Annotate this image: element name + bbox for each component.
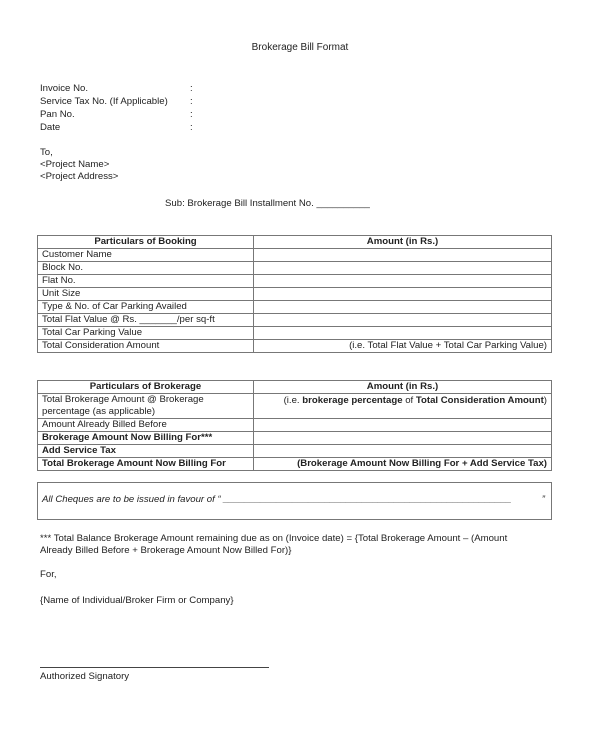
car-parking-value-label: Total Car Parking Value xyxy=(38,327,254,340)
table-row xyxy=(38,419,552,432)
booking-amount-header: Amount (in Rs.) xyxy=(254,236,552,249)
table-row xyxy=(38,249,552,262)
now-billing-value xyxy=(254,432,552,445)
table-row xyxy=(38,275,552,288)
car-parking-value-value xyxy=(254,327,552,340)
cheque-note-box xyxy=(37,482,552,520)
customer-name-value xyxy=(254,249,552,262)
total-now-billing-label: Total Brokerage Amount Now Billing For xyxy=(38,458,254,471)
brokerage-table xyxy=(37,380,552,471)
project-name: <Project Name> xyxy=(40,159,110,170)
total-brokerage-label-line2: percentage (as applicable) xyxy=(42,406,156,417)
service-tax-label: Service Tax No. (If Applicable) xyxy=(40,96,168,107)
invoice-no-row xyxy=(40,83,193,94)
service-tax-row xyxy=(40,96,193,107)
table-row xyxy=(38,394,552,419)
subject-line: Sub: Brokerage Bill Installment No. __________ xyxy=(165,198,370,209)
consideration-value: (i.e. Total Flat Value + Total Car Parking Value) xyxy=(254,340,552,353)
table-row xyxy=(38,301,552,314)
table-row xyxy=(38,288,552,301)
to-label: To, xyxy=(40,147,53,158)
signature-line xyxy=(40,667,269,668)
service-tax-sep: : xyxy=(190,96,193,107)
tb-mid: brokerage percentage xyxy=(302,395,403,406)
booking-table xyxy=(37,235,552,353)
for-label: For, xyxy=(40,569,57,580)
date-sep: : xyxy=(190,122,193,133)
table-row xyxy=(38,262,552,275)
brokerage-particulars-header: Particulars of Brokerage xyxy=(38,381,254,394)
tb-of: of xyxy=(402,395,416,406)
table-row xyxy=(38,445,552,458)
tb-bold: Total Consideration Amount xyxy=(415,395,544,406)
brokerage-amount-header: Amount (in Rs.) xyxy=(254,381,552,394)
date-row xyxy=(40,122,193,133)
car-parking-label: Type & No. of Car Parking Availed xyxy=(38,301,254,314)
flat-value-value xyxy=(254,314,552,327)
total-brokerage-label-line1: Total Brokerage Amount @ Brokerage xyxy=(42,394,204,405)
pan-no-row xyxy=(40,109,193,120)
total-brokerage-label xyxy=(38,394,254,419)
service-tax-add-value xyxy=(254,445,552,458)
table-row xyxy=(38,458,552,471)
table-header-row xyxy=(38,381,552,394)
table-row xyxy=(38,340,552,353)
booking-particulars-header: Particulars of Booking xyxy=(38,236,254,249)
page-title: Brokerage Bill Format xyxy=(251,42,349,53)
tb-pre: (i.e. xyxy=(283,395,303,406)
pan-no-sep: : xyxy=(190,109,193,120)
already-billed-label: Amount Already Billed Before xyxy=(38,419,254,432)
block-no-label: Block No. xyxy=(38,262,254,275)
invoice-no-label: Invoice No. xyxy=(40,83,88,94)
flat-no-value xyxy=(254,275,552,288)
table-row xyxy=(38,327,552,340)
date-label: Date xyxy=(40,122,61,133)
block-no-value xyxy=(254,262,552,275)
cheque-note-text: All Cheques are to be issued in favour of “ ______________________________________________________ xyxy=(42,494,512,505)
pan-no-label: Pan No. xyxy=(40,109,75,120)
footnote-line1: *** Total Balance Brokerage Amount remaining due as on (Invoice date) = {Total Brokerage Amount – (Amount xyxy=(40,533,508,544)
tb-post: ) xyxy=(543,395,547,406)
service-tax-add-label: Add Service Tax xyxy=(38,445,254,458)
invoice-no-sep: : xyxy=(190,83,193,94)
unit-size-label: Unit Size xyxy=(38,288,254,301)
table-row xyxy=(38,314,552,327)
customer-name-label: Customer Name xyxy=(38,249,254,262)
flat-no-label: Flat No. xyxy=(38,275,254,288)
already-billed-value xyxy=(254,419,552,432)
consideration-label: Total Consideration Amount xyxy=(38,340,254,353)
total-brokerage-value xyxy=(254,394,552,419)
flat-value-label: Total Flat Value @ Rs. _______/per sq-ft xyxy=(38,314,254,327)
footnote-line2: Already Billed Before + Brokerage Amount Now Billed For)} xyxy=(40,545,292,556)
table-header-row xyxy=(38,236,552,249)
cheque-note-end: ” xyxy=(541,494,545,505)
authorized-signatory: Authorized Signatory xyxy=(40,671,130,682)
firm-name: {Name of Individual/Broker Firm or Company} xyxy=(40,595,234,606)
total-now-billing-value: (Brokerage Amount Now Billing For + Add Service Tax) xyxy=(254,458,552,471)
project-address: <Project Address> xyxy=(40,171,119,182)
unit-size-value xyxy=(254,288,552,301)
now-billing-label: Brokerage Amount Now Billing For*** xyxy=(38,432,254,445)
table-row xyxy=(38,432,552,445)
car-parking-value xyxy=(254,301,552,314)
